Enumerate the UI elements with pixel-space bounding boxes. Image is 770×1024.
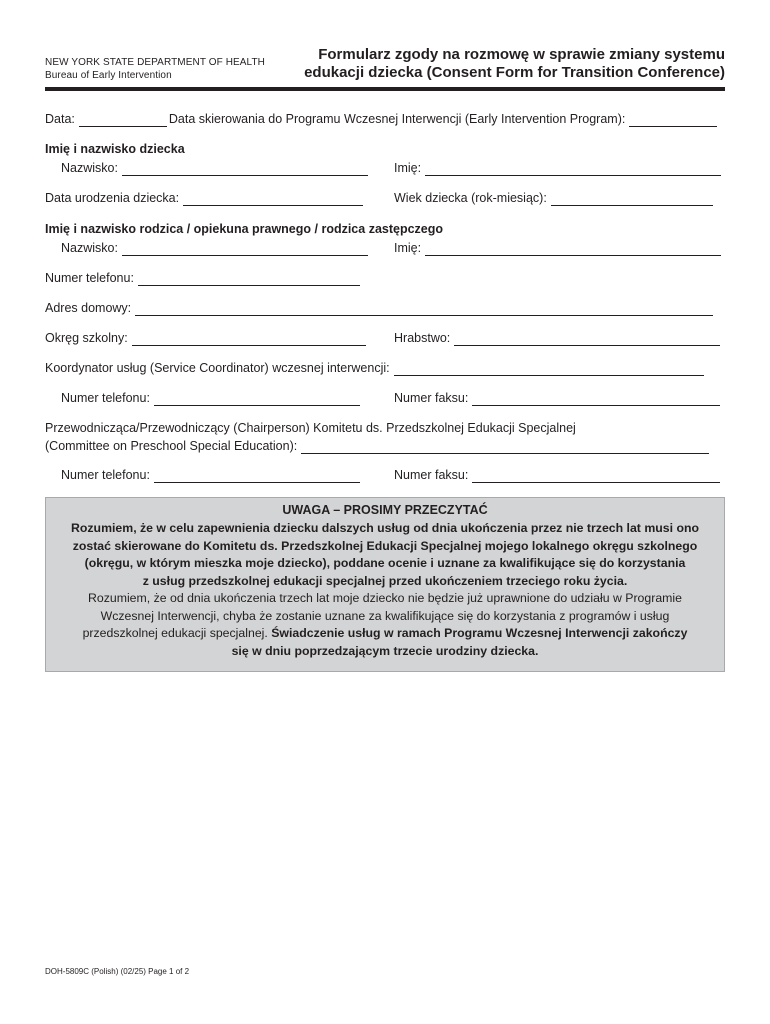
parent-name-row [394,240,721,256]
notice-p2-line-3b: Świadczenie usług w ramach Programu Wczesnej Interwencji zakończy [271,626,688,640]
coordinator-row [45,360,704,376]
phone-field[interactable] [138,273,360,286]
child-surname-label: Nazwisko: [61,161,118,175]
age-field[interactable] [551,193,713,206]
district-field[interactable] [132,333,366,346]
parent-name-label: Imię: [394,241,422,255]
notice-p2-line-4-text: się w dniu poprzedzającym trzecie urodziny dziecka. [231,643,539,658]
date-row [45,111,717,127]
coordinator-fax-field[interactable] [472,393,720,406]
birthdate-field[interactable] [183,193,363,206]
notice-paragraph-2 [58,590,712,660]
phone-label: Numer telefonu: [45,271,134,285]
address-field[interactable] [135,303,713,316]
notice-box [45,497,725,672]
parent-surname-row [61,240,368,256]
coordinator-fax-row [394,390,720,406]
coordinator-field[interactable] [394,363,704,376]
notice-p1-line-1: Rozumiem, że w celu zapewnienia dziecku dalszych usług od dnia ukończenia przez nie trzech lat musi ono [71,521,699,535]
notice-p2-line-2: Wczesnej Interwencji, chyba że zostanie uznane za kwalifikujące się do korzystania z programów i usług [100,608,670,623]
coordinator-phone-label: Numer telefonu: [61,391,150,405]
parent-surname-field[interactable] [122,243,368,256]
notice-p1-line-2: zostać skierowane do Komitetu ds. Przedszkolnej Edukacji Specjalnej mojego lokalnego okręgu szkolnego [72,538,698,553]
chair-phone-label: Numer telefonu: [61,468,150,482]
address-row [45,300,713,316]
chair-row [45,438,709,454]
parent-heading: Imię i nazwisko rodzica / opiekuna prawnego / rodzica zastępczego [45,222,444,236]
phone-row [45,270,360,286]
child-heading: Imię i nazwisko dziecka [45,142,185,156]
coordinator-phone-row [61,390,360,406]
date-label: Data: [45,112,75,126]
date-field[interactable] [79,114,167,127]
county-label: Hrabstwo: [394,331,451,345]
birthdate-label: Data urodzenia dziecka: [45,191,180,205]
district-label: Okręg szkolny: [45,331,128,345]
parent-surname-label: Nazwisko: [61,241,118,255]
bureau-name: Bureau of Early Intervention [45,70,172,81]
child-name-row [394,160,721,176]
parent-name-field[interactable] [425,243,721,256]
notice-p2-line-3a: przedszkolnej edukacji specjalnej. [82,626,272,640]
chair-label-line-1: Przewodnicząca/Przewodniczący (Chairperson) Komitetu ds. Przedszkolnej Edukacji Specjalnej [45,421,576,435]
child-surname-field[interactable] [122,163,368,176]
chair-fax-label: Numer faksu: [394,468,469,482]
notice-p2-line-4 [58,643,712,661]
agency-name: NEW YORK STATE DEPARTMENT OF HEALTH [45,57,266,68]
child-surname-row [61,160,368,176]
notice-p1-line-3: (okręgu, w którym mieszka moje dziecko), poddane ocenie i uznane za kwalifikujące się do korzystania [84,556,686,570]
agency-block [45,56,265,82]
child-name-label: Imię: [394,161,422,175]
referral-date-field[interactable] [629,114,717,127]
address-label: Adres domowy: [45,301,132,315]
age-row [394,190,713,206]
notice-title: UWAGA – PROSIMY PRZECZYTAĆ [282,503,488,517]
notice-p2-line-3 [58,625,712,643]
county-row [394,330,720,346]
form-code: DOH-5809C (Polish) (02/25) Page 1 of 2 [45,967,190,976]
chair-field[interactable] [301,441,709,454]
district-row [45,330,366,346]
document-header [45,44,725,90]
notice-paragraph-1 [58,520,712,590]
form-title-line-2: edukacji dziecka (Consent Form for Transition Conference) [304,64,725,81]
coordinator-label: Koordynator usług (Service Coordinator) wczesnej interwencji: [45,361,390,375]
chair-phone-field[interactable] [154,470,360,483]
county-field[interactable] [454,333,720,346]
chair-fax-row [394,467,720,483]
notice-p2-line-1: Rozumiem, że od dnia ukończenia trzech lat moje dziecko nie będzie już uprawnione do udziału w Programie [88,591,682,605]
chair-fax-field[interactable] [472,470,720,483]
form-title [304,46,725,82]
header-rule [45,87,725,91]
birthdate-row [45,190,363,206]
notice-p1-line-4: z usług przedszkolnej edukacji specjalnej przed ukończeniem trzeciego roku życia. [142,573,628,588]
chair-phone-row [61,467,360,483]
referral-date-label: Data skierowania do Programu Wczesnej Interwencji (Early Intervention Program): [168,112,626,126]
age-label: Wiek dziecka (rok-miesiąc): [394,191,547,205]
coordinator-fax-label: Numer faksu: [394,391,469,405]
coordinator-phone-field[interactable] [154,393,360,406]
chair-label-line-2: (Committee on Preschool Special Education): [45,439,298,453]
form-title-line-1: Formularz zgody na rozmowę w sprawie zmiany systemu [318,46,725,63]
child-name-field[interactable] [425,163,721,176]
